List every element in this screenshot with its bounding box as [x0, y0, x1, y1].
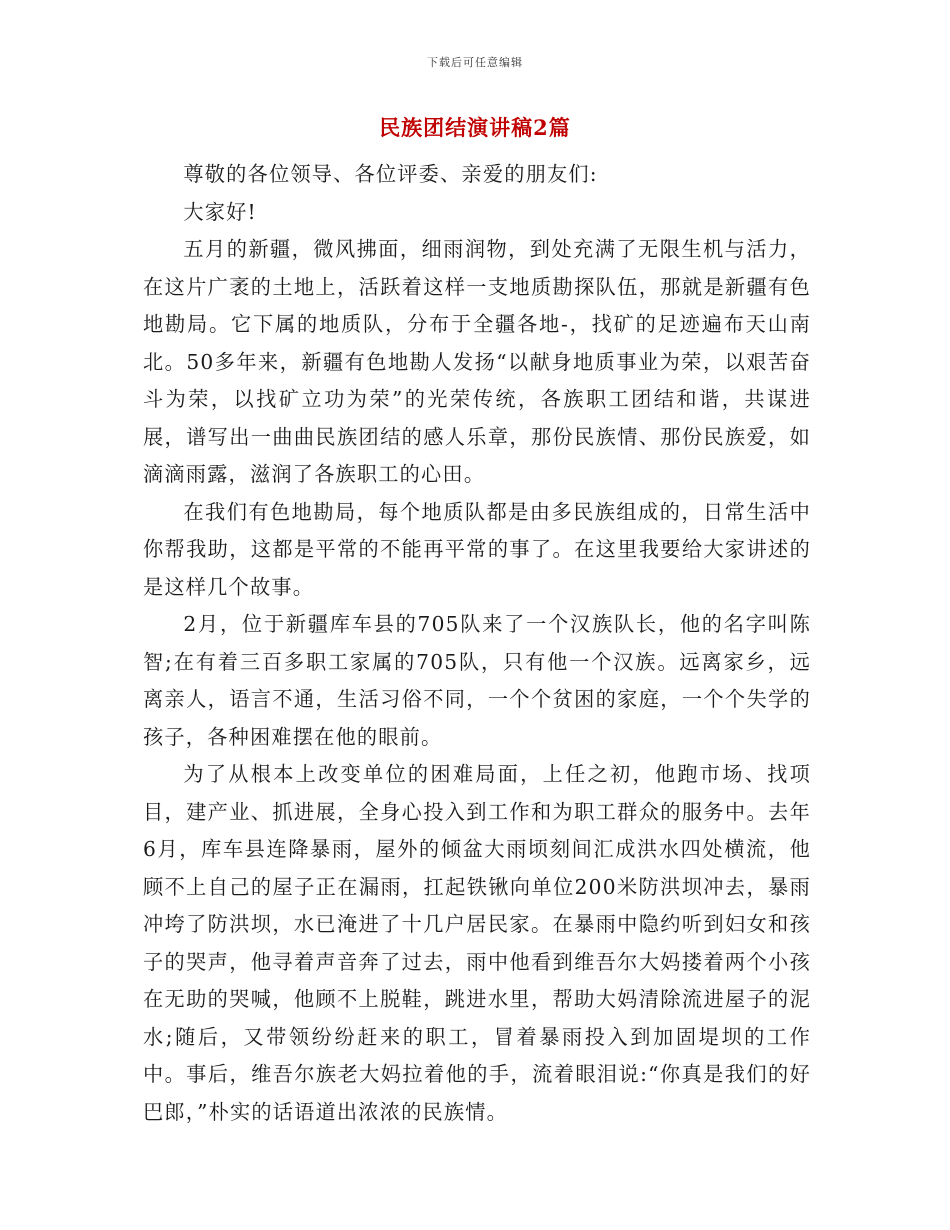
paragraph-story-chen-zhi: 2月，位于新疆库车县的705队来了一个汉族队长，他的名字叫陈智;在有着三百多职工家属的705队，只有他一个汉族。远离家乡，远离亲人，语言不通，生活习俗不同，一个个贫困的家庭，一个个失学的孩子，各种困难摆在他的眼前。 [143, 612, 811, 749]
document-title: 民族团结演讲稿2篇 [379, 115, 571, 140]
paragraph-salutation: 尊敬的各位领导、各位评委、亲爱的朋友们: [183, 162, 598, 186]
paragraph-stories-intro: 在我们有色地勘局，每个地质队都是由多民族组成的，日常生活中你帮我助，这都是平常的不能再平常的事了。在这里我要给大家讲述的是这样几个故事。 [143, 499, 811, 599]
paragraph-intro: 五月的新疆，微风拂面，细雨润物，到处充满了无限生机与活力，在这片广袤的土地上，活跃着这样一支地质勘探队伍，那就是新疆有色地勘局。它下属的地质队，分布于全疆各地-，找矿的足迹遍布天山南北。50多年来，新疆有色地勘人发扬“以献身地质事业为荣，以艰苦奋斗为荣，以找矿立功为荣”的光荣传统，各族职工团结和谐，共谋进展，谱写出一曲曲民族团结的感人乐章，那份民族情、那份民族爱，如滴滴雨露，滋润了各族职工的心田。 [143, 237, 811, 486]
paragraph-flood-story: 为了从根本上改变单位的困难局面，上任之初，他跑市场、找项目，建产业、抓进展，全身心投入到工作和为职工群众的服务中。去年6月，库车县连降暴雨，屋外的倾盆大雨顷刻间汇成洪水四处横流，他顾不上自己的屋子正在漏雨，扛起铁锹向单位200米防洪坝冲去，暴雨冲垮了防洪坝，水已淹进了十几户居民家。在暴雨中隐约听到妇女和孩子的哭声，他寻着声音奔了过去，雨中他看到维吾尔大妈搂着两个小孩在无助的哭喊，他顾不上脱鞋，跳进水里，帮助大妈清除流进屋子的泥水;随后，又带领纷纷赶来的职工，冒着暴雨投入到加固堤坝的工作中。事后，维吾尔族老大妈拉着他的手，流着眼泪说:“你真是我们的好巴郎，”朴实的话语道出浓浓的民族情。 [143, 762, 811, 1124]
paragraph-greeting: 大家好! [183, 199, 257, 224]
document-body [143, 156, 811, 1131]
header-note: 下载后可任意编辑 [427, 56, 523, 69]
